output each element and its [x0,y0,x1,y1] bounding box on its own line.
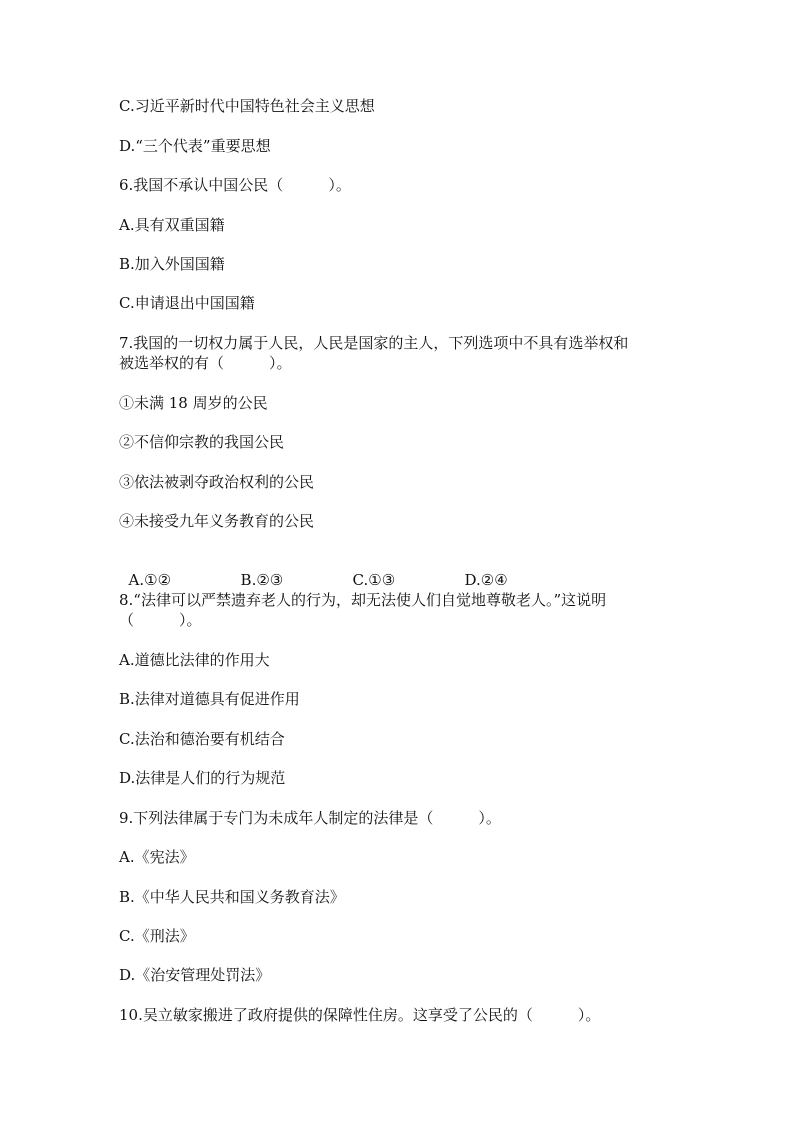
q6-option-c: C.申请退出中国国籍 [119,294,255,312]
line-d-three-represents: D.“三个代表”重要思想 [119,137,271,155]
q7-item-2: ②不信仰宗教的我国公民 [119,433,285,451]
q8-option-c: C.法治和德治要有机结合 [119,730,285,748]
q7-option-c: C.①③ [352,571,396,589]
question-10: 10.吴立敏家搬进了政府提供的保障性住房。这享受了公民的（ ）。 [119,1006,601,1024]
q7-item-1: ①未满 18 周岁的公民 [119,394,268,412]
q9-option-c: C.《刑法》 [119,927,195,945]
q7-item-4: ④未接受九年义务教育的公民 [119,512,315,530]
q6-option-a: A.具有双重国籍 [119,216,225,234]
question-6: 6.我国不承认中国公民（ ）。 [119,176,351,194]
question-8-line-1: 8.“法律可以严禁遗弃老人的行为，却无法使人们自觉地尊敬老人。”这说明 [119,591,607,609]
q8-option-d: D.法律是人们的行为规范 [119,769,286,787]
q9-option-b: B.《中华人民共和国义务教育法》 [119,888,345,906]
line-c-xi-thought: C.习近平新时代中国特色社会主义思想 [119,97,375,115]
q9-option-d: D.《治安管理处罚法》 [119,966,271,984]
question-7-line-2: 被选举权的有（ ）。 [119,354,292,372]
question-7-line-1: 7.我国的一切权力属于人民，人民是国家的主人，下列选项中不具有选举权和 [119,334,629,352]
q7-options [119,550,577,590]
q7-item-3: ③依法被剥夺政治权利的公民 [119,473,315,491]
q7-option-d: D.②④ [464,571,508,589]
q8-option-a: A.道德比法律的作用大 [119,651,270,669]
q9-option-a: A.《宪法》 [119,848,195,866]
question-9: 9.下列法律属于专门为未成年人制定的法律是（ ）。 [119,809,501,827]
q7-option-a: A.①② [128,571,172,589]
q7-option-b: B.②③ [240,571,284,589]
q6-option-b: B.加入外国国籍 [119,255,225,273]
question-8-line-2: （ ）。 [119,611,202,629]
q8-option-b: B.法律对道德具有促进作用 [119,690,300,708]
